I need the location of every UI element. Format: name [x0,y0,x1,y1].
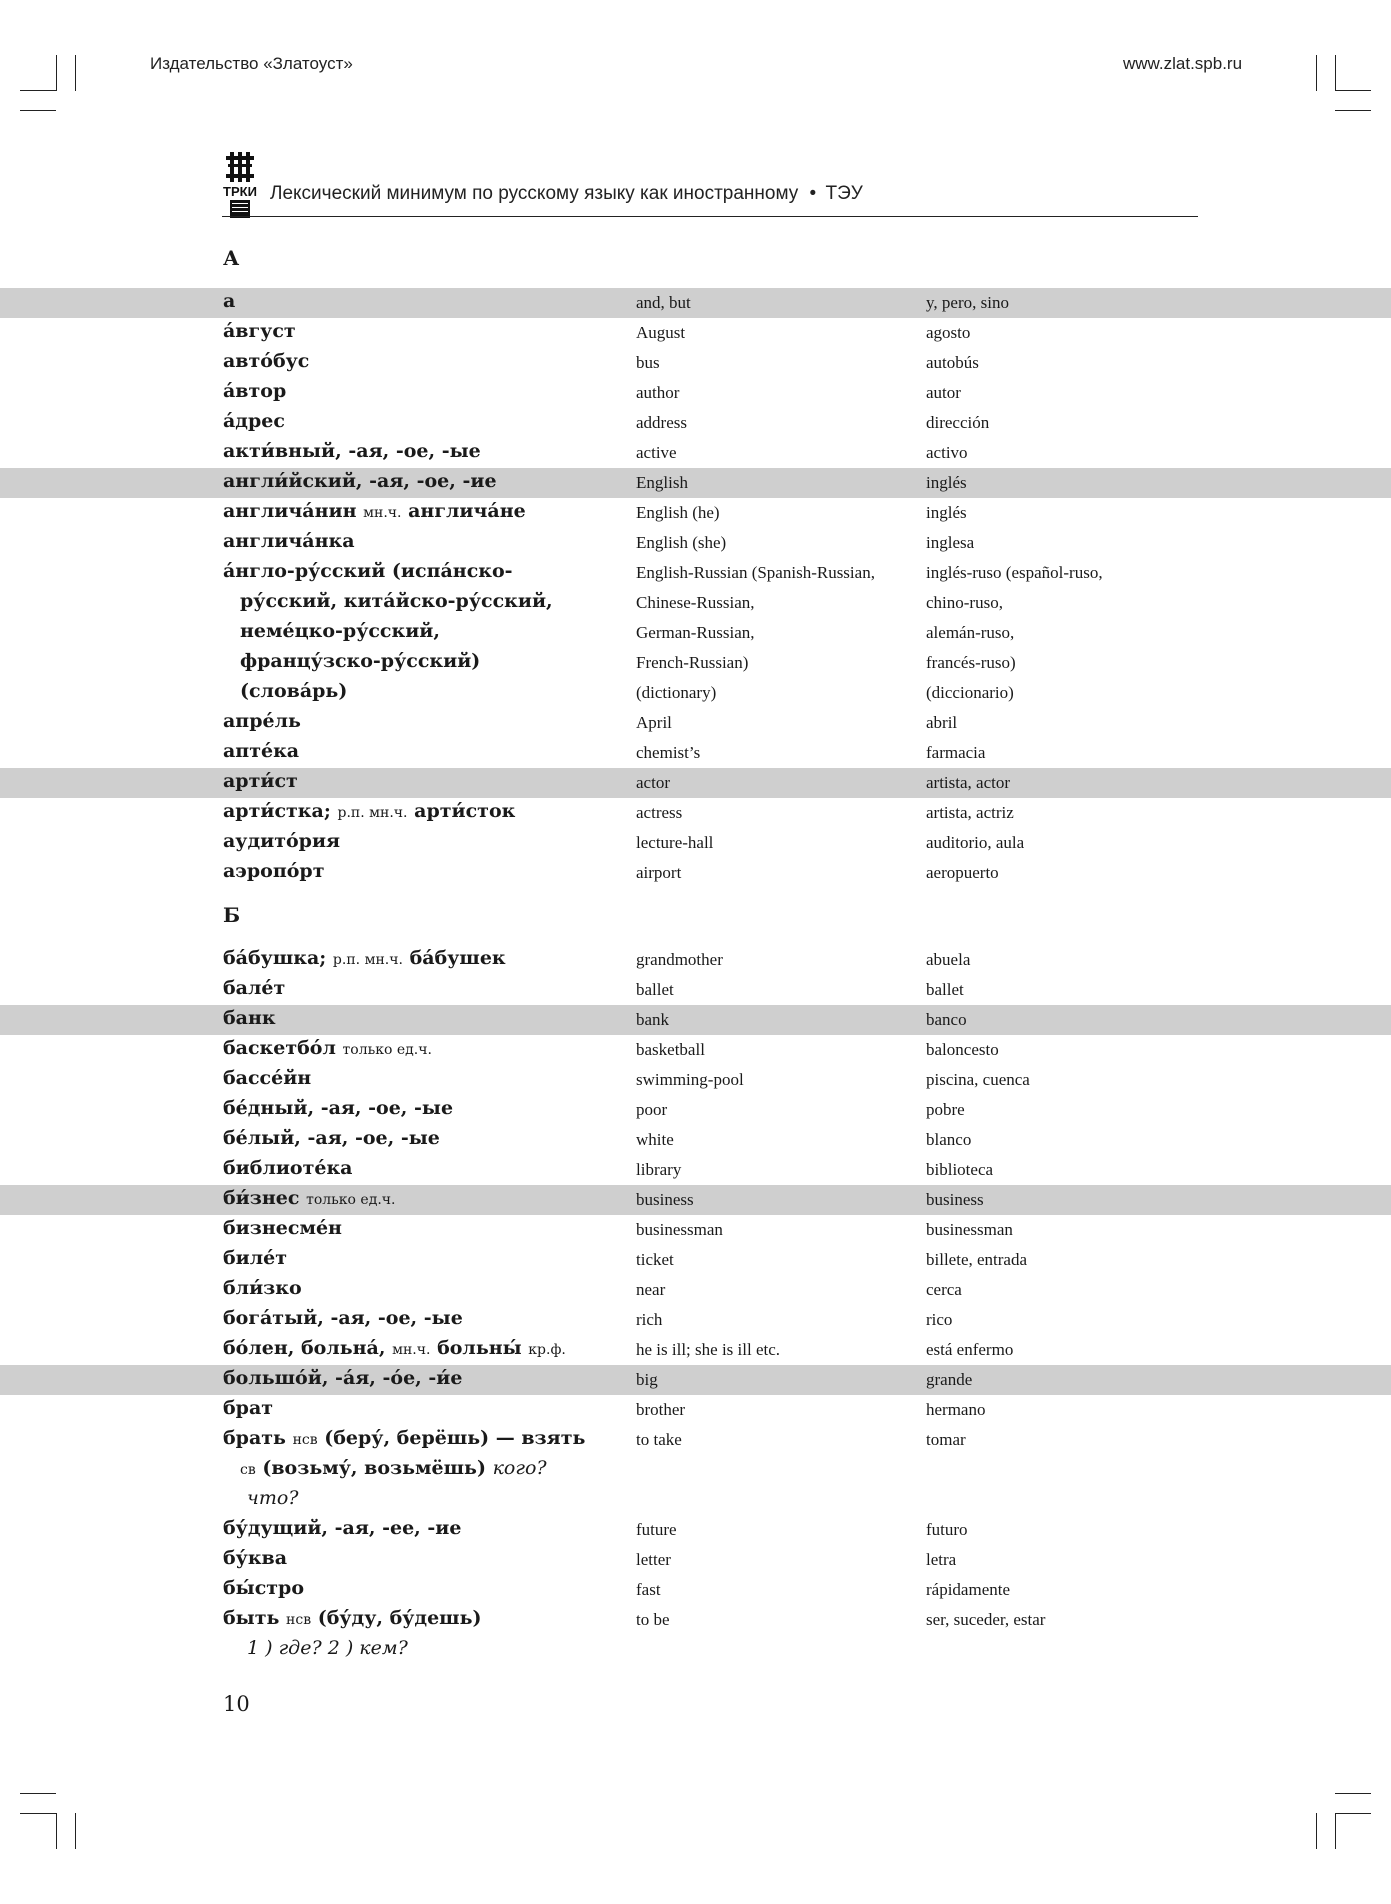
crop-mark [75,55,76,91]
headword-text: англи́йский, -ая, -ое, -ие [223,470,497,492]
headword-text: францу́зско-ру́сский) [240,650,481,672]
russian-headword [223,710,301,732]
english-translation: grandmother [636,950,723,969]
spanish-translation: grande [926,1370,973,1389]
russian-headword [223,560,513,582]
list-item [0,498,1391,528]
english-translation: author [636,383,680,402]
headword-text: биле́т [223,1247,288,1269]
english-translation: basketball [636,1040,705,1059]
english-translation: ticket [636,1250,674,1269]
spanish-translation: autor [926,383,961,402]
russian-headword [223,1427,585,1449]
english-translation: to take [636,1430,682,1449]
spanish-translation: dirección [926,413,990,432]
headword-text: бе́лый, -ая, -ое, -ые [223,1127,440,1149]
spanish-translation: pobre [926,1100,965,1119]
spanish-translation: abril [926,713,958,732]
english-translation: English (he) [636,503,720,522]
headword-text: англича́нин [223,500,357,522]
list-item [0,588,1391,618]
english-translation: August [636,323,686,342]
russian-headword [223,1007,276,1029]
russian-headword [223,860,324,882]
russian-headword [223,1547,287,1569]
headword-text: а́втор [223,380,287,402]
grammar-note: р.п. мн.ч. [332,952,403,968]
headword-text: больны́ [437,1337,522,1359]
headword-text: а [223,290,236,312]
english-translation: actor [636,773,670,792]
spanish-translation: artista, actriz [926,803,1014,822]
spanish-translation: billete, entrada [926,1250,1028,1269]
spanish-translation: piscina, cuenca [926,1070,1030,1089]
headword-text: банк [223,1007,276,1029]
trki-logo-icon [222,152,258,220]
list-item [0,1095,1391,1125]
crop-mark [1335,110,1371,111]
english-translation: near [636,1280,666,1299]
headword-text: ба́бушек [409,947,506,969]
russian-headword [223,800,515,822]
english-translation: active [636,443,677,462]
english-translation: white [636,1130,674,1149]
russian-headword [223,1247,287,1269]
headword-text: ба́бушка; [223,947,327,969]
spanish-translation: autobús [926,353,979,372]
question-word: 1 ) где? 2 ) кем? [247,1637,408,1659]
headword-text: бли́зко [223,1277,302,1299]
russian-headword [223,470,497,492]
list-item [0,738,1391,768]
list-item [0,768,1391,798]
list-item [0,1335,1391,1365]
russian-headword [240,590,553,612]
headword-text: арти́ст [223,770,298,792]
headword-text: ру́сский, кита́йско-ру́сский, [240,590,553,612]
russian-headword [223,350,309,372]
headword-text: брать [223,1427,286,1449]
russian-headword [223,320,296,342]
grammar-note: св [240,1462,256,1478]
headword-text: авто́бус [223,350,310,372]
spanish-translation: hermano [926,1400,986,1419]
list-item [0,1605,1391,1635]
book-header [270,183,863,205]
list-item [0,558,1391,588]
list-item [0,1125,1391,1155]
english-translation: swimming-pool [636,1070,744,1089]
spanish-translation: business [926,1190,984,1209]
list-item [0,648,1391,678]
list-item [0,1575,1391,1605]
english-translation: English [636,473,688,492]
spanish-translation: rápidamente [926,1580,1011,1599]
spanish-translation: futuro [926,1520,968,1539]
russian-headword [223,947,506,969]
english-translation: bank [636,1010,670,1029]
list-item [0,945,1391,975]
spanish-translation: alemán-ruso, [926,623,1015,642]
english-translation: Chinese-Russian, [636,593,755,612]
spanish-translation: banco [926,1010,967,1029]
spanish-translation: baloncesto [926,1040,999,1059]
list-item [0,528,1391,558]
spanish-translation: inglés [926,473,967,492]
page-number: 10 [223,1692,250,1716]
list-item [0,1485,1391,1515]
spanish-translation: activo [926,443,968,462]
crop-mark [20,110,56,111]
russian-headword [223,1517,461,1539]
grammar-note: нсв [286,1612,312,1628]
russian-headword [223,977,285,999]
list-item [0,318,1391,348]
headword-text: библиоте́ка [223,1157,353,1179]
russian-headword [223,1037,432,1059]
list-item [0,678,1391,708]
list-item [0,1545,1391,1575]
headword-text: бога́тый, -ая, -ое, -ые [223,1307,463,1329]
russian-headword [223,500,526,522]
spanish-translation: inglesa [926,533,975,552]
russian-headword [223,440,481,462]
headword-text: большо́й, -а́я, -о́е, -и́е [223,1367,463,1389]
list-item [0,1185,1391,1215]
bullet-icon: • [809,183,817,204]
russian-headword [240,1457,547,1479]
spanish-translation: (diccionario) [926,683,1014,702]
english-translation: poor [636,1100,668,1119]
russian-headword [223,1217,342,1239]
spanish-translation: abuela [926,950,971,969]
russian-headword [223,380,286,402]
headword-text: быть [223,1607,280,1629]
headword-text: баскетбо́л [223,1037,336,1059]
crop-mark [56,1813,57,1849]
spanish-translation: biblioteca [926,1160,994,1179]
spanish-translation: agosto [926,323,971,342]
english-translation: lecture-hall [636,833,714,852]
russian-headword [223,1367,462,1389]
russian-headword [240,680,347,702]
grammar-note: р.п. мн.ч. [337,805,408,821]
list-item [0,1425,1391,1455]
russian-headword [223,410,285,432]
english-translation: bus [636,353,660,372]
list-item [0,438,1391,468]
spanish-translation: auditorio, aula [926,833,1025,852]
russian-headword [223,1277,302,1299]
list-item [0,1155,1391,1185]
list-item [0,1455,1391,1485]
list-item [0,828,1391,858]
question-word: что? [247,1487,299,1509]
list-item [0,468,1391,498]
crop-mark [1335,1793,1371,1794]
list-item [0,1245,1391,1275]
list-item [0,348,1391,378]
headword-text: апре́ль [223,710,301,732]
list-item [0,1035,1391,1065]
grammar-note: только ед.ч. [306,1192,396,1208]
spanish-translation: chino-ruso, [926,593,1003,612]
crop-mark [1335,55,1336,91]
question-word: кого? [492,1457,547,1479]
english-translation: to be [636,1610,670,1629]
headword-text: бо́лен, больна́, [223,1337,386,1359]
headword-text: неме́цко-ру́сский, [240,620,441,642]
list-item [0,1005,1391,1035]
russian-headword [223,1577,304,1599]
list-item [0,708,1391,738]
publisher-name: Издательство «Златоуст» [150,54,353,73]
headword-text: а́дрес [223,410,285,432]
svg-text:ТРКИ: ТРКИ [223,184,257,199]
english-translation: (dictionary) [636,683,717,702]
headword-text: бале́т [223,977,286,999]
russian-headword [247,1637,408,1659]
english-translation: English (she) [636,533,727,552]
spanish-translation: aeropuerto [926,863,999,882]
crop-mark [20,1813,56,1814]
spanish-translation: cerca [926,1280,962,1299]
crop-mark [1335,90,1371,91]
english-translation: chemist’s [636,743,701,762]
publisher-website: www.zlat.spb.ru [1123,54,1243,73]
list-item [0,1515,1391,1545]
headword-text: апте́ка [223,740,300,762]
spanish-translation: letra [926,1550,957,1569]
level-label: ТЭУ [825,183,863,204]
russian-headword [223,1157,353,1179]
english-translation: brother [636,1400,686,1419]
russian-headword [223,770,298,792]
headword-text: би́знес [223,1187,300,1209]
list-item [0,618,1391,648]
crop-mark [1316,1813,1317,1849]
headword-text: бе́дный, -ая, -ое, -ые [223,1097,454,1119]
english-translation: fast [636,1580,661,1599]
russian-headword [223,1397,273,1419]
russian-headword [223,740,299,762]
headword-text: арти́сток [414,800,516,822]
russian-headword [240,620,440,642]
english-translation: library [636,1160,682,1179]
english-translation: April [636,713,672,732]
russian-headword [223,1337,566,1359]
spanish-translation: rico [926,1310,953,1329]
russian-headword [223,1097,453,1119]
headword-text: а́вгуст [223,320,296,342]
section-heading-b: Б [223,903,241,927]
crop-mark [20,90,56,91]
headword-text: (слова́рь) [240,680,348,702]
english-translation: businessman [636,1220,723,1239]
spanish-translation: inglés-ruso (español-ruso, [926,563,1103,582]
russian-headword [223,290,235,312]
headword-text: бизнесме́н [223,1217,342,1239]
headword-text: англича́не [408,500,526,522]
headword-text: бу́дущий, -ая, -ее, -ие [223,1517,462,1539]
headword-text: брат [223,1397,274,1419]
book-title: Лексический минимум по русскому языку как иностранному [270,183,799,204]
crop-mark [1335,1813,1336,1849]
spanish-translation: y, pero, sino [926,293,1009,312]
english-translation: actress [636,803,683,822]
english-translation: rich [636,1310,663,1329]
russian-headword [223,1607,481,1629]
list-item [0,1305,1391,1335]
header-divider [222,216,1198,217]
list-item [0,1395,1391,1425]
spanish-translation: farmacia [926,743,986,762]
list-item [0,1635,1391,1665]
headword-text: бы́стро [223,1577,305,1599]
grammar-note: мн.ч. [363,505,402,521]
spanish-translation: businessman [926,1220,1013,1239]
english-translation: ballet [636,980,674,999]
list-item [0,408,1391,438]
english-translation: future [636,1520,677,1539]
list-item [0,975,1391,1005]
russian-headword [223,1127,440,1149]
english-translation: German-Russian, [636,623,755,642]
list-item [0,1365,1391,1395]
list-item [0,1275,1391,1305]
headword-text: (возьму́, возьмёшь) [262,1457,486,1479]
grammar-note: нсв [292,1432,318,1448]
russian-headword [223,530,355,552]
grammar-note: мн.ч. [392,1342,431,1358]
headword-text: арти́стка; [223,800,331,822]
headword-text: аэропо́рт [223,860,325,882]
spanish-translation: ballet [926,980,964,999]
russian-headword [240,650,480,672]
headword-text: англича́нка [223,530,355,552]
spanish-translation: tomar [926,1430,966,1449]
crop-mark [1316,55,1317,91]
spanish-translation: artista, actor [926,773,1011,792]
crop-mark [20,1793,56,1794]
crop-mark [56,55,57,91]
headword-text: (беру́, берёшь) — взять [324,1427,586,1449]
spanish-translation: está enfermo [926,1340,1014,1359]
english-translation: address [636,413,687,432]
headword-text: акти́вный, -ая, -ое, -ые [223,440,481,462]
crop-mark [1335,1813,1371,1814]
english-translation: letter [636,1550,671,1569]
headword-text: бассе́йн [223,1067,312,1089]
list-item [0,378,1391,408]
section-heading-a: А [223,246,240,270]
english-translation: and, but [636,293,691,312]
headword-text: а́нгло-ру́сский (испа́нско- [223,560,513,582]
spanish-translation: ser, suceder, estar [926,1610,1046,1629]
english-translation: French-Russian) [636,653,749,672]
list-item [0,858,1391,888]
english-translation: airport [636,863,682,882]
grammar-note: кр.ф. [528,1342,566,1358]
russian-headword [223,1187,395,1209]
list-item [0,1065,1391,1095]
english-translation: English-Russian (Spanish-Russian, [636,563,875,582]
list-item [0,288,1391,318]
crop-mark [75,1813,76,1849]
russian-headword [247,1487,298,1509]
spanish-translation: blanco [926,1130,972,1149]
list-item [0,1215,1391,1245]
english-translation: he is ill; she is ill etc. [636,1340,781,1359]
headword-text: аудито́рия [223,830,341,852]
grammar-note: только ед.ч. [342,1042,432,1058]
headword-text: бу́ква [223,1547,288,1569]
headword-text: (бу́ду, бу́дешь) [317,1607,482,1629]
russian-headword [223,1307,463,1329]
spanish-translation: francés-ruso) [926,653,1016,672]
english-translation: business [636,1190,694,1209]
russian-headword [223,1067,311,1089]
spanish-translation: inglés [926,503,967,522]
russian-headword [223,830,340,852]
english-translation: big [636,1370,658,1389]
list-item [0,798,1391,828]
